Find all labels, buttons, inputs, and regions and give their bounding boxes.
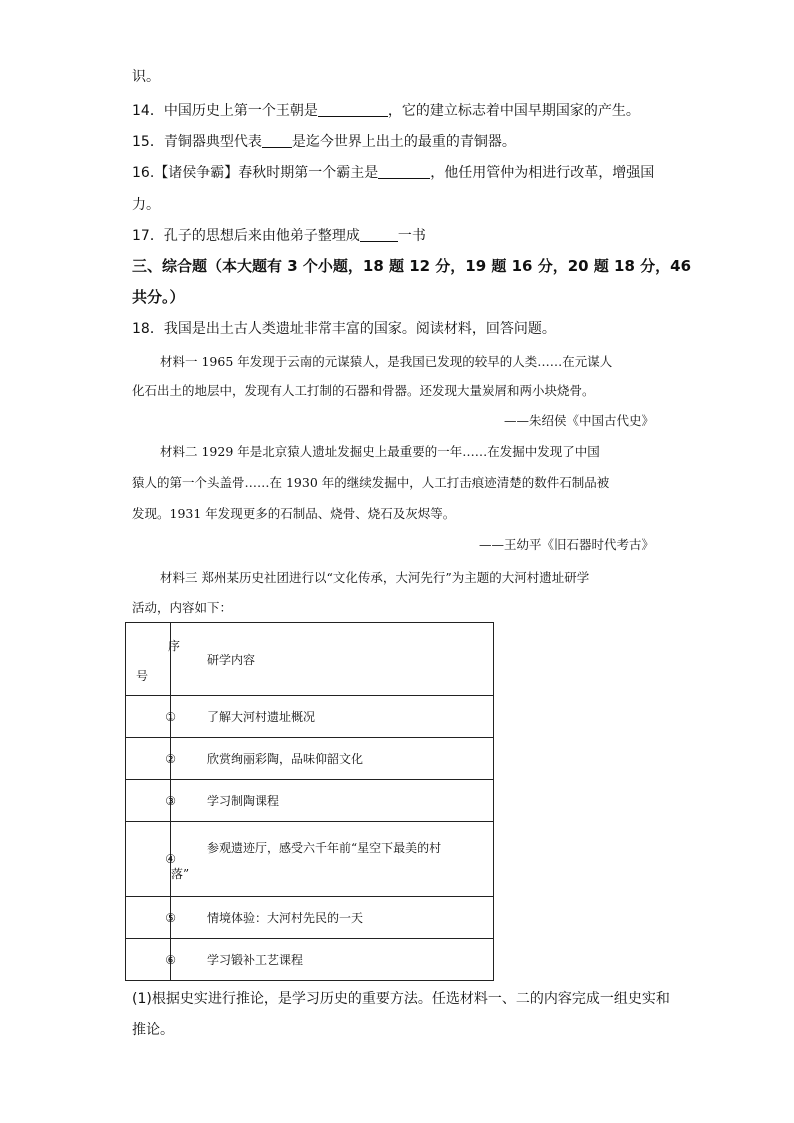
material-2-source: ——王幼平《旧石器时代考古》: [478, 537, 654, 552]
header-content-cell: 研学内容: [171, 623, 494, 696]
section-3-heading: 三、综合题（本大题有 3 个小题，18 题 12 分，19 题 16 分，20 题 18 分，46: [132, 257, 692, 275]
table-row: ⑤ 情境体验：大河村先民的一天: [126, 897, 494, 939]
table-row: ② 欣赏绚丽彩陶，品味仰韶文化: [126, 738, 494, 780]
material-1-source: ——朱绍侯《中国古代史》: [503, 413, 654, 428]
table-row: ⑥ 学习锻补工艺课程: [126, 939, 494, 981]
question-18: 18．我国是出土古人类遗址非常丰富的国家。阅读材料，回答问题。: [132, 321, 556, 337]
study-content-table: [125, 622, 494, 981]
blank-17[interactable]: [360, 227, 398, 242]
blank-14[interactable]: [318, 102, 388, 117]
question-15: 15．青铜器典型代表 是迄今世界上出土的最重的青铜器。: [132, 134, 516, 150]
continued-text: 识。: [132, 69, 160, 85]
table-row: ① 了解大河村遗址概况: [126, 696, 494, 738]
question-14: 14．中国历史上第一个王朝是 ，它的建立标志着中国早期国家的产生。: [132, 103, 640, 119]
table-header-row: [126, 623, 494, 696]
section-3-heading-cont: 共分。）: [132, 288, 185, 306]
blank-16[interactable]: [378, 164, 430, 179]
table-row: ③ 学习制陶课程: [126, 780, 494, 822]
material-3-line-1: 材料三 郑州某历史社团进行以“文化传承，大河先行”为主题的大河村遗址研学: [160, 570, 590, 585]
blank-15[interactable]: [262, 133, 292, 148]
material-1-line-1: 材料一 1965 年发现于云南的元谋猿人，是我国已发现的较早的人类……在元谋人: [160, 354, 613, 369]
material-2-line-3: 发现。1931 年发现更多的石制品、烧骨、烧石及灰烬等。: [132, 506, 456, 521]
question-17: 17．孔子的思想后来由他弟子整理成 一书: [132, 228, 426, 244]
table-row: ④ 参观遗迹厅，感受六千年前“星空下最美的村 落”: [126, 822, 494, 897]
question-16: 16.【诸侯争霸】春秋时期第一个霸主是 ，他任用管仲为相进行改革，增强国: [132, 165, 655, 181]
material-2-line-2: 猿人的第一个头盖骨……在 1930 年的继续发掘中，人工打击痕迹清楚的数件石制品被: [132, 475, 610, 490]
material-3-line-2: 活动，内容如下：: [132, 600, 233, 615]
header-num-cell: 序 号: [126, 623, 171, 696]
material-1-line-2: 化石出土的地层中，发现有人工打制的石器和骨器。还发现大量炭屑和两小块烧骨。: [132, 383, 595, 398]
material-2-line-1: 材料二 1929 年是北京猿人遗址发掘史上最重要的一年……在发掘中发现了中国: [160, 444, 600, 459]
subquestion-1-cont: 推论。: [132, 1022, 174, 1038]
question-16-cont: 力。: [132, 197, 160, 213]
subquestion-1: (1)根据史实进行推论，是学习历史的重要方法。任选材料一、二的内容完成一组史实和: [132, 991, 670, 1007]
